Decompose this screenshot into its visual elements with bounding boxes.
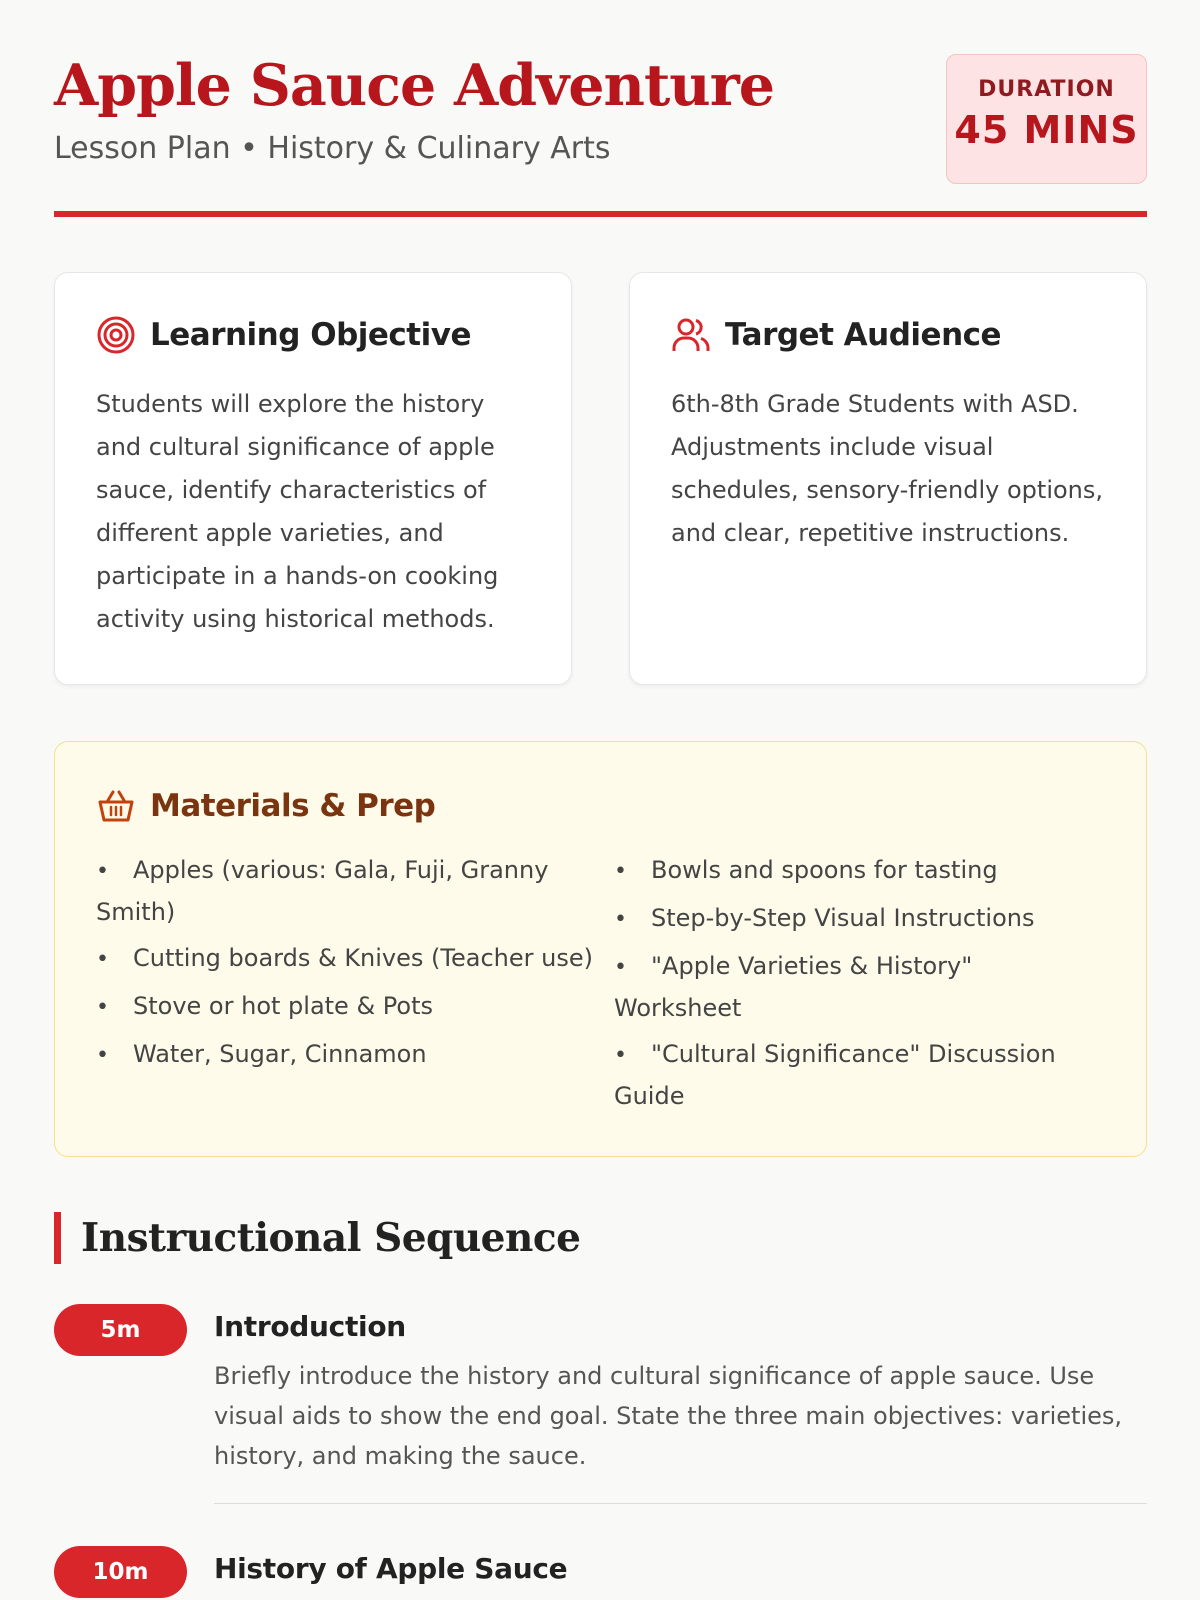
sequence-step <box>54 1304 1147 1504</box>
target-audience-header <box>671 315 1105 355</box>
step-time-badge: 5m <box>54 1304 187 1356</box>
materials-title: Materials & Prep <box>150 788 436 824</box>
target-audience-text: 6th-8th Grade Students with ASD. Adjustments include visual schedules, sensory-friendly options, and clear, repetitive instructions. <box>671 390 1104 547</box>
bullet <box>96 986 133 1028</box>
materials-header <box>96 786 1105 826</box>
bullet <box>96 850 133 892</box>
lesson-plan-page <box>54 0 1147 1585</box>
users-icon <box>671 315 711 355</box>
bullet <box>96 1034 133 1076</box>
page-title: Apple Sauce Adventure <box>54 52 775 119</box>
basket-icon <box>96 786 136 826</box>
duration-label: DURATION <box>978 77 1115 102</box>
learning-objective-title: Learning Objective <box>150 317 471 353</box>
materials-columns <box>96 850 1105 1122</box>
list-item-text: Step-by-Step Visual Instructions <box>651 904 1035 932</box>
bullet <box>614 898 651 940</box>
target-audience-title: Target Audience <box>725 317 1002 353</box>
page-subtitle: Lesson Plan • History & Culinary Arts <box>54 131 611 166</box>
target-audience-card <box>629 272 1147 685</box>
bullet <box>614 1034 651 1076</box>
list-item-text: Cutting boards & Knives (Teacher use) <box>133 944 593 972</box>
duration-badge <box>946 54 1147 184</box>
sequence-step <box>54 1546 1147 1600</box>
list-item-text: Water, Sugar, Cinnamon <box>133 1040 427 1068</box>
list-item <box>96 986 614 1028</box>
materials-list-right <box>614 850 1084 1122</box>
learning-objective-text: Students will explore the history and cultural significance of apple sauce, identify characteristics of different apple varieties, and participate in a hands-on cooking activity using historical methods. <box>96 390 499 633</box>
step-title: History of Apple Sauce <box>214 1552 568 1585</box>
list-item <box>96 850 614 932</box>
list-item <box>96 1034 614 1076</box>
bullet <box>614 946 651 988</box>
list-item <box>96 938 614 980</box>
learning-objective-card <box>54 272 572 685</box>
page-header <box>54 0 1147 217</box>
materials-panel <box>54 741 1147 1157</box>
bullet <box>96 938 133 980</box>
list-item-text: Bowls and spoons for tasting <box>651 856 998 884</box>
step-divider <box>214 1503 1147 1504</box>
step-time-badge: 10m <box>54 1546 187 1598</box>
bullet <box>614 850 651 892</box>
instructional-sequence-heading: Instructional Sequence <box>54 1212 580 1264</box>
list-item-text: "Cultural Significance" Discussion Guide <box>614 1040 1056 1110</box>
step-title: Introduction <box>214 1310 406 1343</box>
duration-value: 45 MINS <box>954 108 1139 152</box>
target-icon <box>96 315 136 355</box>
learning-objective-header <box>96 315 530 355</box>
materials-list-left <box>96 850 614 1122</box>
list-item-text: Stove or hot plate & Pots <box>133 992 434 1020</box>
list-item <box>614 850 1084 892</box>
list-item-text: "Apple Varieties & History" Worksheet <box>614 952 973 1022</box>
list-item <box>614 898 1084 940</box>
list-item <box>614 946 1084 1028</box>
step-description: Briefly introduce the history and cultural significance of apple sauce. Use visual aids to show the end goal. State the three main objectives: varieties, history, and making the sauce. <box>214 1362 1123 1470</box>
list-item <box>614 1034 1084 1116</box>
list-item-text: Apples (various: Gala, Fuji, Granny Smith) <box>96 856 549 926</box>
